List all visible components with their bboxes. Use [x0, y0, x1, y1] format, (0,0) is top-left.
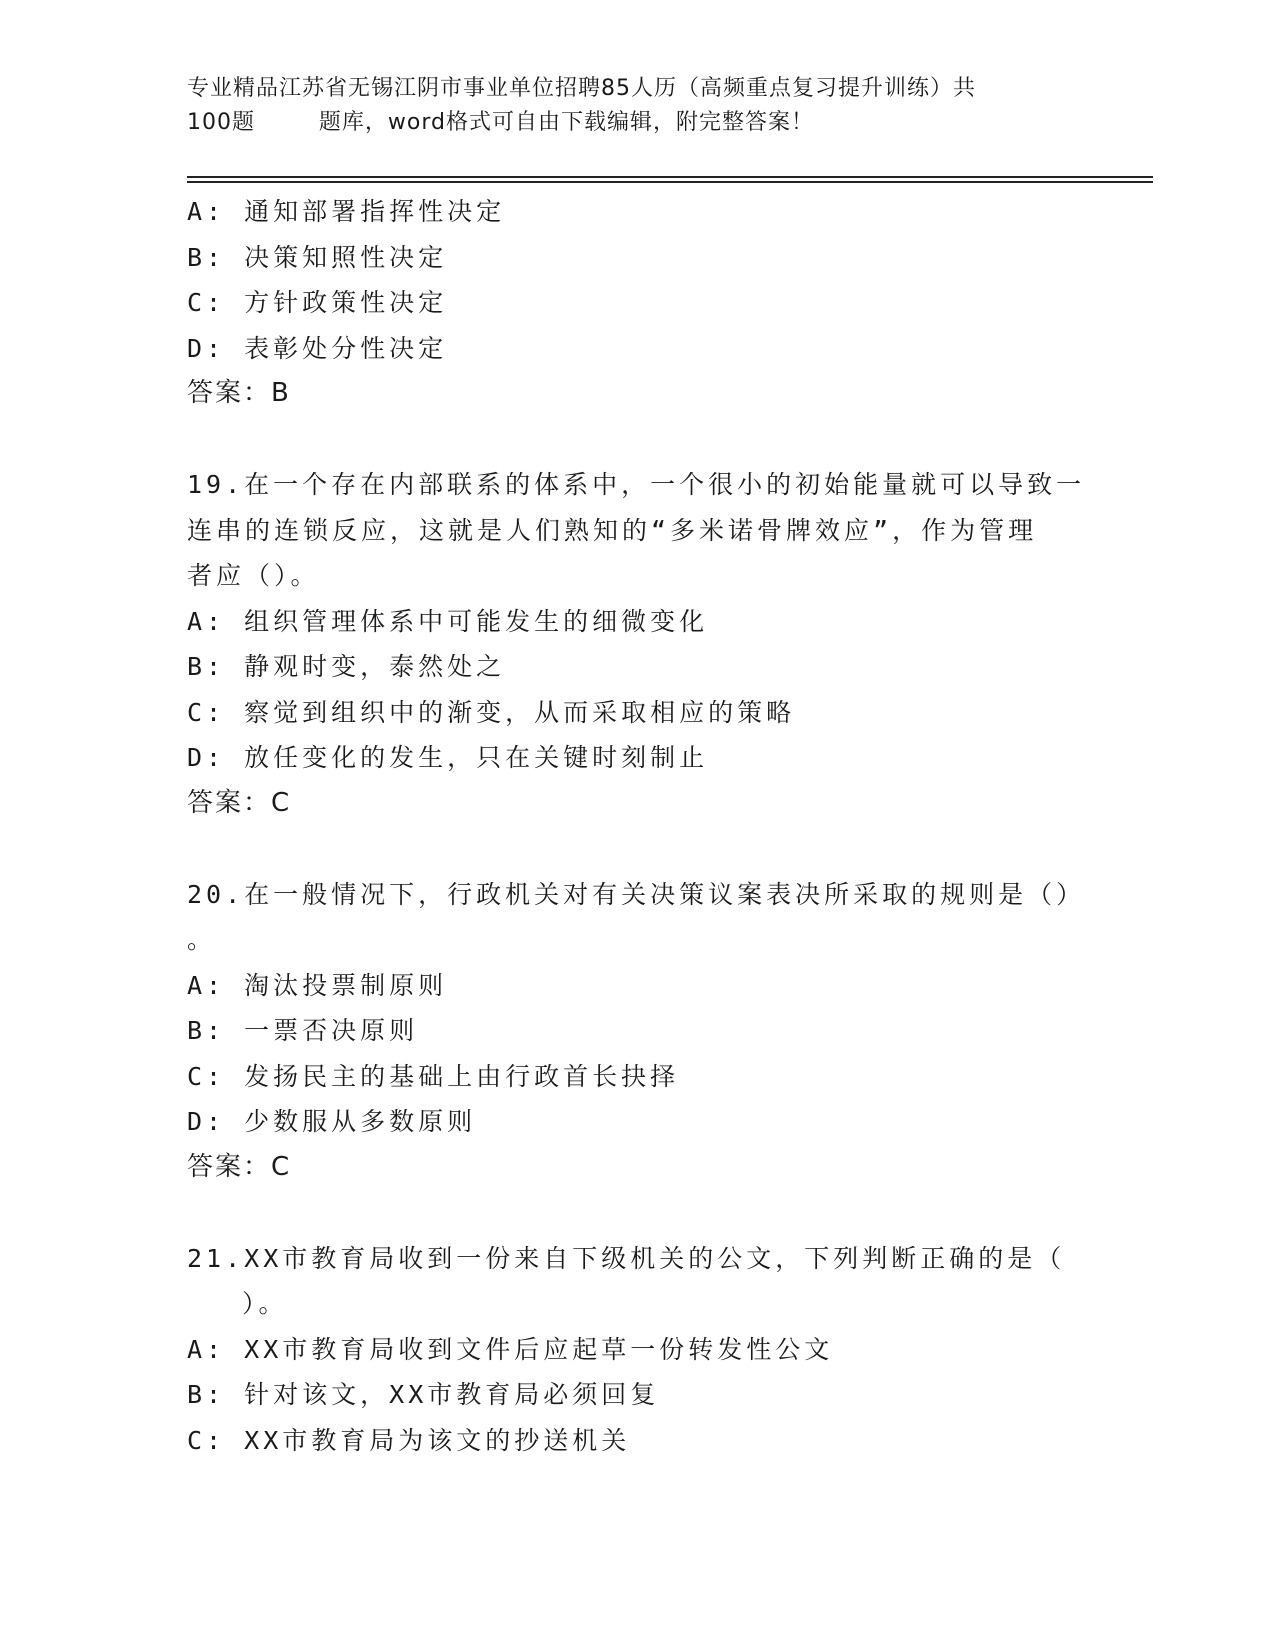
q20-stem-line-1: 20.在一般情况下，行政机关对有关决策议案表决所采取的规则是（） — [187, 879, 1086, 909]
q20-option-d: D: 少数服从多数原则 — [187, 1107, 477, 1136]
spacer — [187, 826, 1087, 872]
q20-option-c: C: 发扬民主的基础上由行政首长抉择 — [187, 1061, 680, 1091]
header-title-line-1: 专业精品江苏省无锡江阴市事业单位招聘85人历（高频重点复习提升训练）共 — [187, 76, 976, 101]
spacer — [187, 1190, 1087, 1236]
q19-stem-line-1: 19.在一个存在内部联系的体系中，一个很小的初始能量就可以导致一 — [187, 470, 1086, 499]
q18-option-c: C: 方针政策性决定 — [187, 288, 448, 317]
q18-answer: 答案：B — [187, 378, 291, 408]
q19-stem-line-2: 连串的连锁反应，这就是人们熟知的“多米诺骨牌效应”，作为管理 — [187, 515, 1038, 545]
q19-option-c: C: 察觉到组织中的渐变，从而采取相应的策略 — [187, 697, 796, 727]
spacer — [187, 417, 1087, 463]
q18-option-a: A: 通知部署指挥性决定 — [187, 197, 506, 226]
question-list — [187, 189, 1087, 1463]
q18-option-b: B: 决策知照性决定 — [187, 242, 448, 272]
header-divider-double — [187, 181, 1153, 183]
header-title-line-2: 100题 题库，word格式可自由下载编辑，附完整答案！ — [187, 110, 815, 135]
q21-stem-line-2: ）。 — [242, 1289, 288, 1318]
q19-option-a: A: 组织管理体系中可能发生的细微变化 — [187, 606, 709, 636]
page-header — [187, 72, 1087, 140]
q19-option-d: D: 放任变化的发生，只在关键时刻制止 — [187, 743, 709, 772]
header-divider — [187, 176, 1153, 178]
q20-option-a: A: 淘汰投票制原则 — [187, 970, 448, 1000]
q19-stem-line-3: 者应（）。 — [187, 561, 320, 590]
q21-option-c: C: XX市教育局为该文的抄送机关 — [187, 1425, 631, 1455]
q21-option-a: A: XX市教育局收到文件后应起草一份转发性公文 — [187, 1334, 834, 1364]
q19-option-b: B: 静观时变，泰然处之 — [187, 652, 506, 681]
q20-option-b: B: 一票否决原则 — [187, 1016, 419, 1045]
q21-stem-line-1: 21.XX市教育局收到一份来自下级机关的公文，下列判断正确的是（ — [187, 1243, 1066, 1273]
q19-answer: 答案：C — [187, 787, 292, 818]
q20-answer: 答案：C — [187, 1151, 292, 1182]
q21-option-b: B: 针对该文，XX市教育局必须回复 — [187, 1380, 660, 1409]
q18-option-d: D: 表彰处分性决定 — [187, 333, 448, 363]
q20-stem-line-2: 。 — [187, 925, 217, 954]
